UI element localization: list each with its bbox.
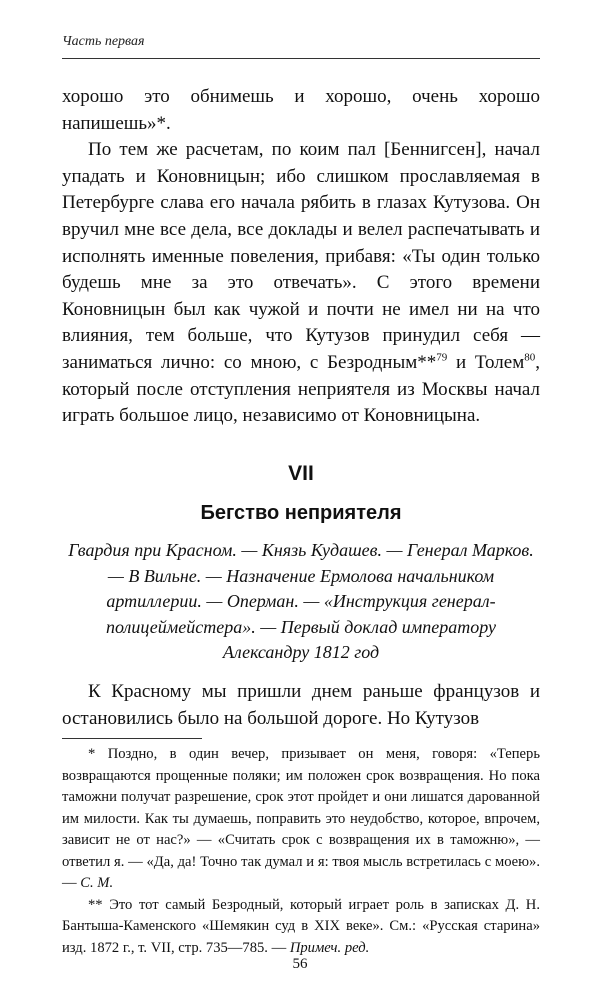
editor-note: Примеч. ред. [289,939,370,956]
running-header: Часть первая [62,34,145,49]
paragraph-text: По тем же расчетам, по коим пал [Беннигсен], начал упадать и Коновницын; ибо слишком прославляемая в Петербурге слава его начала рябить в глазах Кутузова. Он вручил мне все дела, все доклады и велел распечатывать и исполнять именные повеления, прибавя: «Ты один только будешь мне за это отвечать». С этого времени Коновницын был как чужой и почти не имел ни на что влияния, тем больше, что Кутузов принудил себя — заниматься лично: со мною, с Безродным** [62,139,540,373]
paragraph-continuation: хорошо это обнимешь и хорошо, очень хорошо напишешь»*. [62,86,540,134]
chapter-text [62,679,540,732]
footnote-text: * Поздно, в один вечер, призывает он меня, говоря: «Теперь возвращаются прощенные поляки; им положен срок возвращения. Но пока таможни получат разрешение, срок этот пройдет и они лишатся дарованной им милости. Как ты думаешь, поправить это неудобство, которое, впрочем, зависит не от нас?» — «Считать срок с возвращения их в таможню», — ответил я. — «Да, да! Точно так думал и я: твоя мысль встретилась с моею». — [62,746,540,891]
chapter-title: Бегство неприятеля [200,502,402,524]
header-rule [62,58,540,59]
reference-79: 79 [436,351,448,364]
footnote-rule [62,738,202,739]
footnote-signature: С. М. [80,875,114,891]
chapter-summary: Гвардия при Красном. — Князь Кудашев. — Генерал Марков. — В Вильне. — Назначение Ермолова начальником артиллерии. — Оперман. — «Инструкция генерал-полицеймейстера». — Первый доклад императору Александру 1812 год [68,540,534,662]
paragraph-text: , который после отступления неприятеля из Москвы начал играть большое лицо, независимо от Коновницына. [62,351,540,427]
footnote-2 [62,895,540,960]
main-text [62,84,540,430]
paragraph-krasnoe: К Красному мы пришли днем раньше французов и остановились было на большой дороге. Но Кутузов [62,681,540,729]
paragraph-konovnitsyn [62,137,540,430]
paragraph-text: и Толем [447,351,525,373]
footnotes [62,744,540,959]
chapter-number: VII [288,462,314,485]
reference-80: 80 [524,351,536,364]
footnote-1 [62,744,540,895]
footnote-text: ** Это тот самый Безродный, который играет роль в записках Д. Н. Бантыша-Каменского «Шемякин суд в XIX веке». См.: «Русская старина» изд. 1872 г., т. VII, стр. 735—785. — [62,896,540,956]
page-number: 56 [292,956,308,972]
